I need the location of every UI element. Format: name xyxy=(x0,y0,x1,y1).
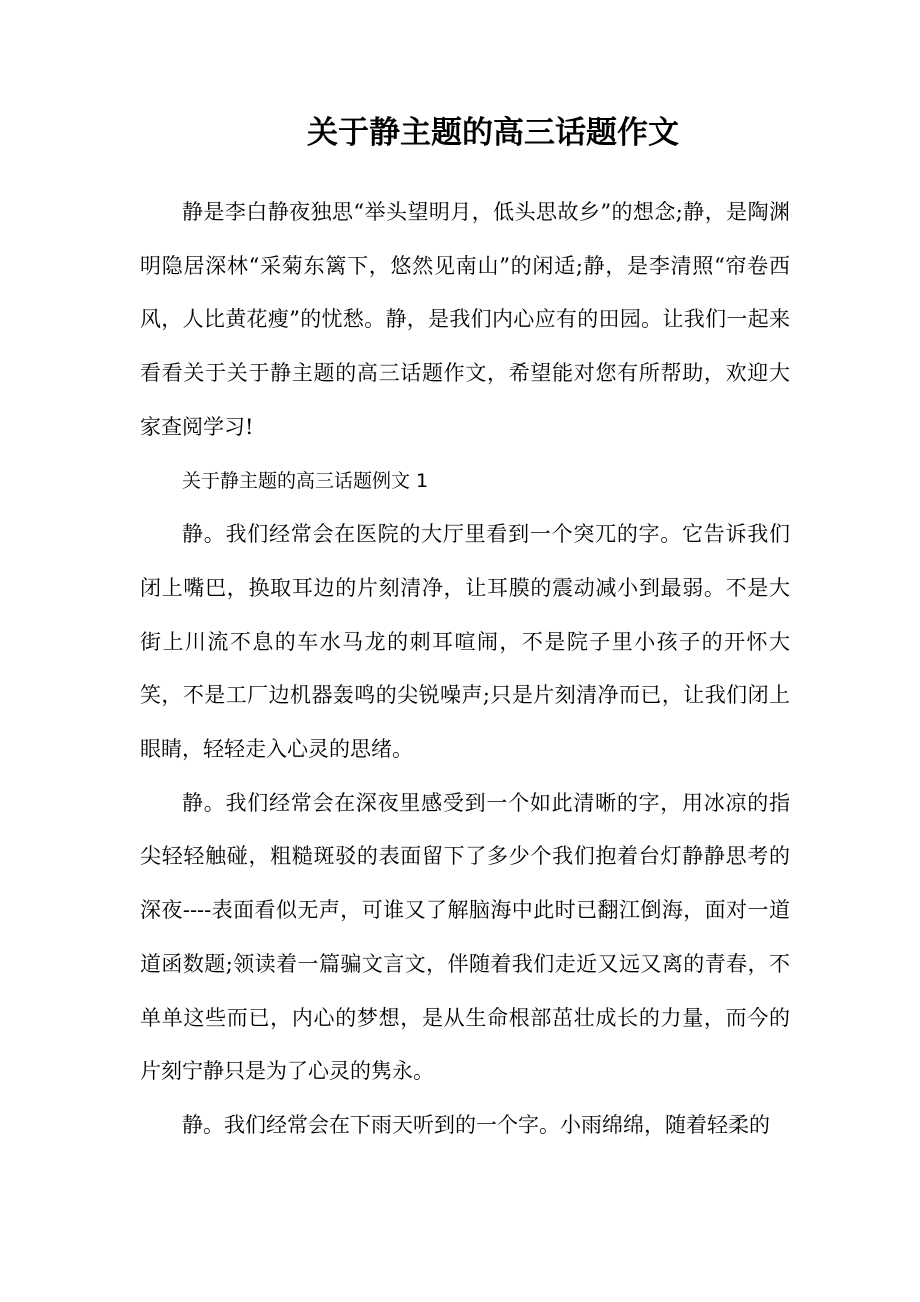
body-paragraph: 静。我们经常会在医院的大厅里看到一个突兀的字。它告诉我们闭上嘴巴，换取耳边的片刻清净，让耳膜的震动减小到最弱。不是大街上川流不息的车水马龙的刺耳喧闹，不是院子里小孩子的开怀大笑，不是工厂边机器轰鸣的尖锐噪声;只是片刻清净而已，让我们闭上眼睛，轻轻走入心灵的思绪。 xyxy=(140,522,790,762)
document-title: 关于静主题的高三话题作文 xyxy=(307,115,679,151)
body-paragraph: 静。我们经常会在深夜里感受到一个如此清晰的字，用冰凉的指尖轻轻触碰，粗糙斑驳的表面留下了多少个我们抱着台灯静静思考的深夜----表面看似无声，可谁又了解脑海中此时已翻江倒海，面对一道道函数题;领读着一篇骗文言文，伴随着我们走近又远又离的青春，不单单这些而已，内心的梦想，是从生命根部茁壮成长的力量，而今的片刻宁静只是为了心灵的隽永。 xyxy=(140,790,790,1084)
document-body xyxy=(140,186,790,1153)
intro-paragraph: 静是李白静夜独思“举头望明月，低头思故乡”的想念;静，是陶渊明隐居深林“采菊东篱下，悠然见南山”的闲适;静，是李清照“帘卷西风，人比黄花瘦”的忧愁。静，是我们内心应有的田园。让我们一起来看看关于关于静主题的高三话题作文，希望能对您有所帮助，欢迎大家查阅学习! xyxy=(140,200,790,439)
section-heading: 关于静主题的高三话题例文 1 xyxy=(182,469,429,492)
body-paragraph: 静。我们经常会在下雨天听到的一个字。小雨绵绵，随着轻柔的 xyxy=(182,1112,770,1137)
